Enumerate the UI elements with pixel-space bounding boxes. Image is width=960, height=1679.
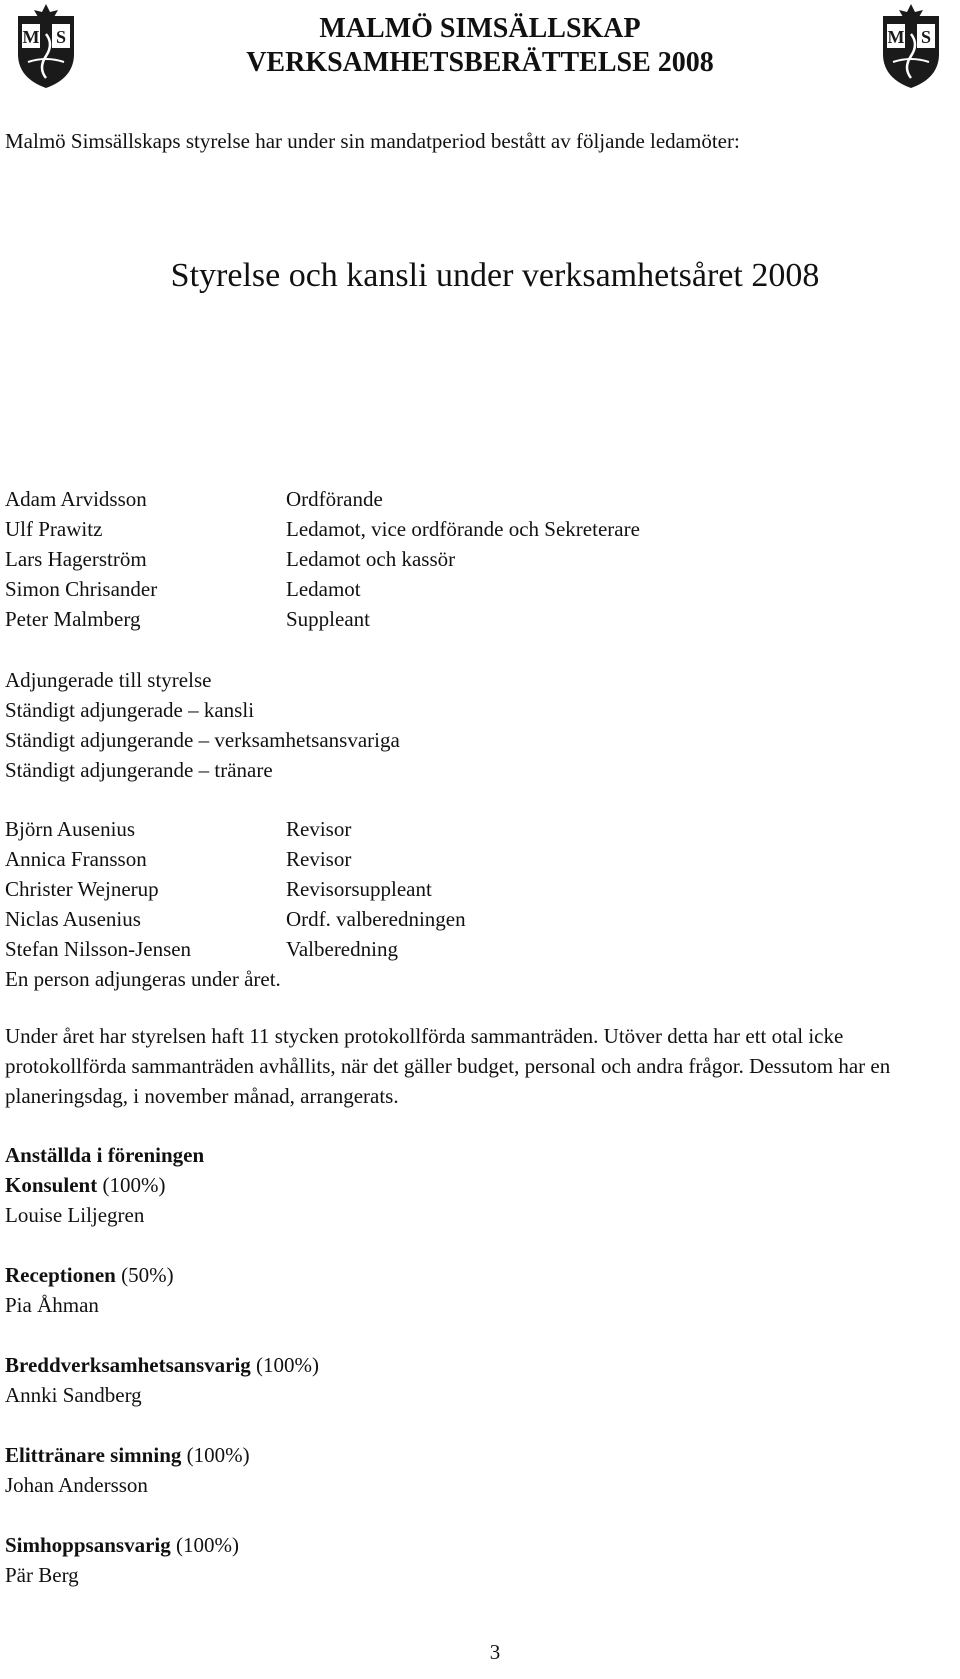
- position-person: Pär Berg: [5, 1563, 79, 1587]
- position-title: Breddverksamhetsansvarig: [5, 1353, 251, 1377]
- auditor-name: Christer Wejnerup: [5, 877, 159, 901]
- position-share: (100%): [256, 1353, 320, 1377]
- member-name: Ulf Prawitz: [5, 517, 103, 541]
- staff-position: [5, 1440, 319, 1500]
- auditor-role: Revisor: [286, 847, 352, 871]
- staff-heading: Anställda i föreningen: [5, 1143, 205, 1167]
- auditor-role: Revisorsuppleant: [286, 877, 432, 901]
- position-person: Johan Andersson: [5, 1473, 148, 1497]
- staff-section: [5, 1140, 319, 1620]
- logo-letter-s: S: [920, 27, 932, 47]
- staff-position: [5, 1350, 319, 1410]
- auditors-list: [5, 814, 466, 994]
- adjunct-item: Ständigt adjungerande – verksamhetsansvariga: [5, 728, 400, 752]
- member-name: Simon Chrisander: [5, 577, 158, 601]
- member-role: Ordförande: [286, 487, 383, 511]
- auditor-name: Björn Ausenius: [5, 817, 136, 841]
- auditor-row: [5, 904, 466, 934]
- position-share: (50%): [121, 1263, 174, 1287]
- page-title: Styrelse och kansli under verksamhetsåret 2008: [170, 257, 820, 294]
- auditor-name: Annica Fransson: [5, 847, 147, 871]
- page-number: 3: [489, 1640, 501, 1664]
- auditor-role: Valberedning: [286, 937, 398, 961]
- auditor-name: Stefan Nilsson-Jensen: [5, 937, 192, 961]
- intro-text: Malmö Simsällskaps styrelse har under sin mandatperiod bestått av följande ledamöter:: [5, 129, 740, 153]
- auditor-row: [5, 934, 398, 964]
- position-title: Elittränare simning: [5, 1443, 182, 1467]
- meetings-paragraph: Under året har styrelsen haft 11 stycken protokollförda sammanträden. Utöver detta har ett otal icke protokollförda sammanträden avhållits, när det gäller budget, personal och andra frågor. Dessutom har en planeringsdag, i november månad, arrangerats.: [5, 1024, 891, 1108]
- position-title: Receptionen: [5, 1263, 116, 1287]
- position-person: Pia Åhman: [5, 1293, 99, 1317]
- adjunct-item: Ständigt adjungerande – tränare: [5, 758, 273, 782]
- member-name: Lars Hagerström: [5, 547, 147, 571]
- logo-letter-m: M: [887, 27, 905, 47]
- auditor-name: Niclas Ausenius: [5, 907, 141, 931]
- adjunct-item: Ständigt adjungerade – kansli: [5, 698, 255, 722]
- position-share: (100%): [102, 1173, 166, 1197]
- member-role: Ledamot, vice ordförande och Sekreterare: [286, 517, 640, 541]
- member-role: Suppleant: [286, 607, 370, 631]
- auditor-role: Revisor: [286, 817, 352, 841]
- logo-letter-s: S: [55, 27, 67, 47]
- adjunct-note: En person adjungeras under året.: [5, 967, 281, 991]
- staff-position: [5, 1170, 319, 1230]
- member-name: Peter Malmberg: [5, 607, 141, 631]
- auditor-row: [5, 874, 432, 904]
- auditor-row: [5, 814, 352, 844]
- staff-position: [5, 1530, 319, 1590]
- staff-position: [5, 1260, 319, 1320]
- position-share: (100%): [175, 1533, 239, 1557]
- member-name: Adam Arvidsson: [5, 487, 147, 511]
- auditor-row: [5, 844, 352, 874]
- report-title: VERKSAMHETSBERÄTTELSE 2008: [246, 47, 714, 78]
- position-person: Louise Liljegren: [5, 1203, 145, 1227]
- adjunct-item: Adjungerade till styrelse: [5, 668, 212, 692]
- member-role: Ledamot och kassör: [286, 547, 456, 571]
- position-title: Konsulent: [5, 1173, 98, 1197]
- auditor-role: Ordf. valberedningen: [286, 907, 466, 931]
- org-name: MALMÖ SIMSÄLLSKAP: [319, 13, 641, 44]
- adjunct-list: [5, 665, 400, 785]
- member-role: Ledamot: [286, 577, 361, 601]
- logo-letter-m: M: [22, 27, 40, 47]
- position-person: Annki Sandberg: [5, 1383, 142, 1407]
- position-title: Simhoppsansvarig: [5, 1533, 171, 1557]
- document-header: [0, 12, 960, 80]
- position-share: (100%): [186, 1443, 250, 1467]
